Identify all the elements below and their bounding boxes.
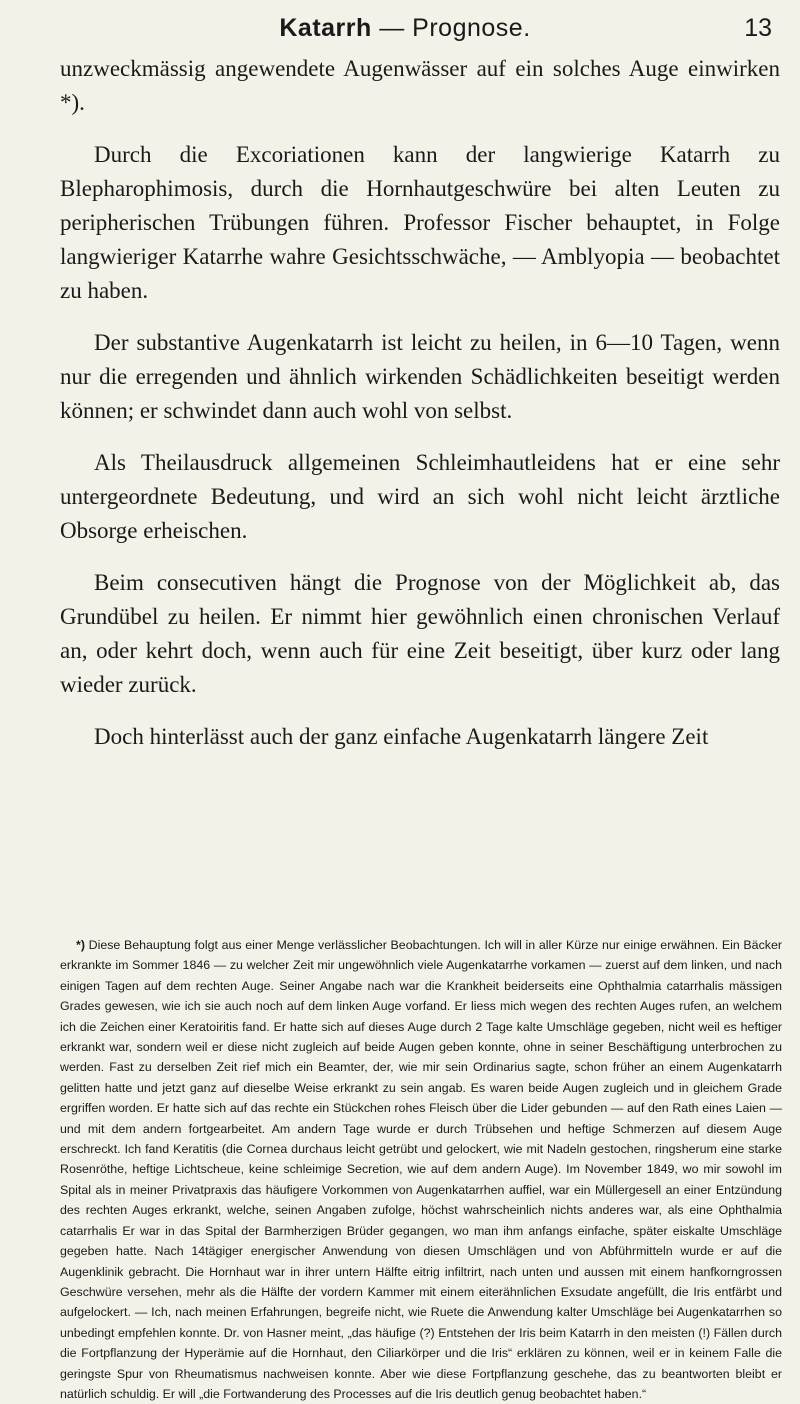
running-title-rest: — Prognose. xyxy=(371,14,531,42)
paragraph-excoriations: Durch die Excoriationen kann der langwierige Katarrh zu Blepharophimosis, durch die Hornhautgeschwüre bei alten Leuten zu peripherischen Trübungen führen. Professor Fischer behauptet, in Folge langwieriger Katarrhe wahre Gesichtsschwäche, — Amblyopia — beobachtet zu haben. xyxy=(60,142,780,303)
footnote-text: Diese Behauptung folgt aus einer Menge verlässlicher Beobachtungen. Ich will in aller Kürze nur einige erwähnen. Ein Bäcker erkrankte im Sommer 1846 — zu welcher Zeit mir ungewöhnlich viele Augenkatarrhe vorkamen — zuerst auf dem linken, und nach einigen Tagen auf dem rechten Auge. Seiner Angabe nach war die Krankheit beiderseits eine Ophthalmia catarrhalis mässigen Grades gewesen, wie ich sie auch noch auf dem linken Auge vorfand. Er liess mich wegen des rechten Auges rufen, an welchem ich die Zeichen einer Keratoiritis fand. Er hatte sich auf dieses Auge durch 2 Tage kalte Umschläge gegeben, nicht weil es heftiger erkrankt war, sondern weil er diese nicht zugleich auf beide Augen geben konnte, ohne in seiner Beschäftigung unterbrochen zu werden. Fast zu derselben Zeit rief mich ein Beamter, der, wie mir sein Ordinarius sagte, schon früher an einem Augenkatarrh gelitten hatte und jetzt ganz auf dieselbe Weise erkrankt zu sein angab. Es waren beide Augen zugleich und in gleichem Grade ergriffen worden. Er hatte sich auf das rechte ein Stückchen rohes Fleisch über die Lider gebunden — auf den Rath eines Laien — und mit dem andern fortgearbeitet. Am andern Tage wurde er durch Trübsehen und heftige Schmerzen auf diesem Auge erschreckt. Ich fand Keratitis (die Cornea durchaus leicht getrübt und gelockert, wie mit Nadeln gestochen, ringsherum eine starke Rosenröthe, heftige Lichtscheue, keine schleimige Secretion, wie auf dem andern Auge). Im November 1849, wo mir sowohl im Spital als in meiner Privatpraxis das häufigere Vorkommen von Augenkatarrhen auffiel, war ein Müllergesell an einer Entzündung des rechten Auges erkrankt, welche, seinen Angaben zufolge, höchst wahrscheinlich nichts anderes war, als eine Ophthalmia catarrhalis Er war in das Spital der Barmherzigen Brüder gegangen, wo man ihm anfangs einfache, später eiskalte Umschläge gegeben hatte. Nach 14tägiger energischer Anwendung von diesen Umschlägen und von Abführmitteln wurde er auf die Augenklinik gebracht. Die Hornhaut war in ihrer untern Hälfte eitrig infiltrirt, nach unten und aussen mit einem hanfkorngrossen Geschwüre versehen, mehr als die Hälfte der vordern Kammer mit einem eiterähnlichen Exsudate angefüllt, die Iris entfärbt und aufgelockert. — Ich, nach meinen Erfahrungen, begreife nicht, wie Ruete die Anwendung kalter Umschläge bei Augenkatarrhen so unbedingt empfehlen konnte. Dr. von Hasner meint, „das häufige (?) Entstehen der Iris beim Katarrh in den meisten (!) Fällen durch die Fortpflanzung der Hyperämie auf die Hornhaut, den Ciliarkörper und die Iris“ erklären zu können, weil er in keinem Falle die geringste Spur von Rheumatismus nachweisen konnte. Aber wie diese Fortpflanzung geschehe, das zu beantworten bleibt er natürlich schuldig. Er will „die Fortwanderung des Processes auf die Iris deutlich genug beobachtet haben.“ xyxy=(60,938,782,1401)
running-title-bold: Katarrh xyxy=(279,14,372,42)
footnote xyxy=(60,935,782,1404)
page-number: 13 xyxy=(744,14,772,42)
paragraph-continuation: unzweckmässig angewendete Augenwässer auf ein solches Auge einwirken *). xyxy=(60,56,780,115)
footnote-paragraph xyxy=(60,935,782,1404)
running-title xyxy=(40,14,770,43)
paragraph-partial-expression: Als Theilausdruck allgemeinen Schleimhautleidens hat er eine sehr untergeordnete Bedeutung, und wird an sich wohl nicht leicht ärztliche Obsorge erheischen. xyxy=(60,450,780,543)
paragraph-substantive: Der substantive Augenkatarrh ist leicht zu heilen, in 6—10 Tagen, wenn nur die erregenden und ähnlich wirkenden Schädlichkeiten beseitigt werden können; er schwindet dann auch wohl von selbst. xyxy=(60,330,780,423)
page-header xyxy=(40,8,780,48)
paragraph-aftereffects: Doch hinterlässt auch der ganz einfache Augenkatarrh längere Zeit xyxy=(94,724,709,749)
footnote-marker: *) xyxy=(76,938,85,952)
main-text xyxy=(60,52,780,754)
paragraph-consecutive: Beim consecutiven hängt die Prognose von der Möglichkeit ab, das Grundübel zu heilen. Er nimmt hier gewöhnlich einen chronischen Verlauf an, oder kehrt doch, wenn auch für eine Zeit beseitigt, über kurz oder lang wieder zurück. xyxy=(60,570,780,697)
